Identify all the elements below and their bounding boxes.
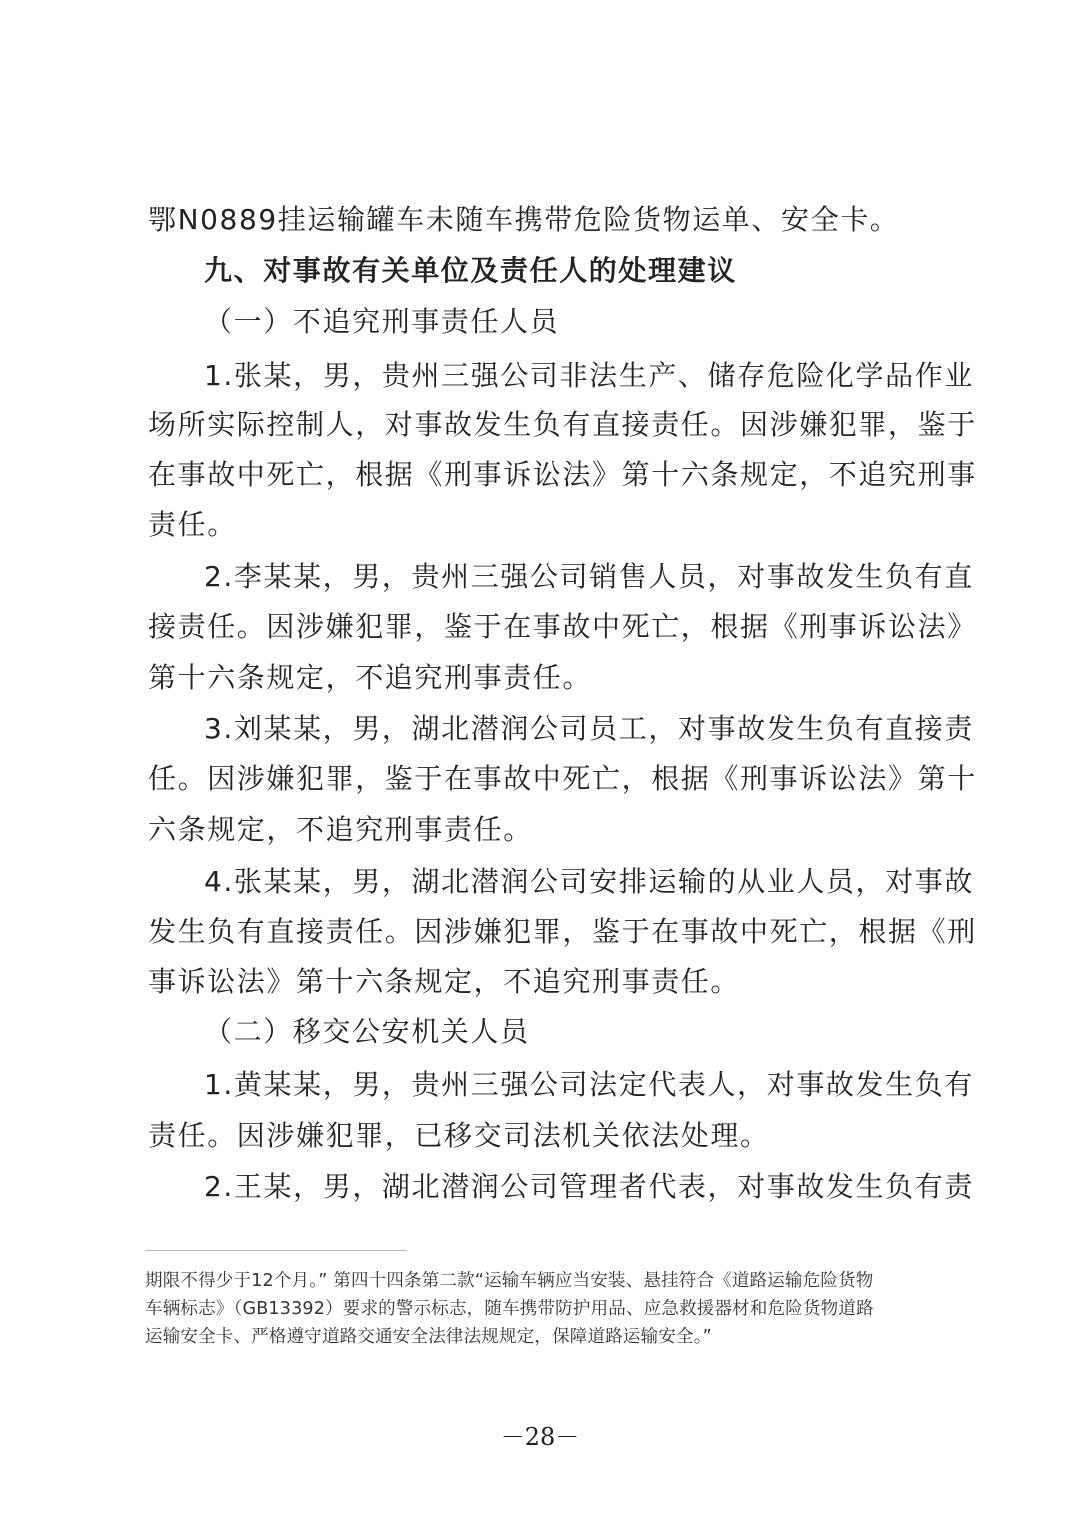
- paragraph-line: 责任。: [148, 508, 237, 541]
- footnote-line: 运输安全卡、严格遵守道路交通安全法律法规规定，保障道路运输安全。”: [145, 1327, 712, 1347]
- paragraph-line: 4.张某某，男，湖北潜润公司安排运输的从业人员，对事故: [204, 865, 974, 898]
- paragraph-line: 第十六条规定，不追究刑事责任。: [148, 661, 593, 694]
- paragraph-line: 发生负有直接责任。因涉嫌犯罪，鉴于在事故中死亡，根据《刑: [148, 915, 977, 948]
- paragraph-line: 六条规定，不追究刑事责任。: [148, 813, 533, 846]
- page-number: －28－: [500, 1423, 580, 1451]
- paragraph-line: 3.刘某某，男，湖北潜润公司员工，对事故发生负有直接责: [204, 712, 974, 745]
- paragraph-line: 事诉讼法》第十六条规定，不追究刑事责任。: [148, 965, 741, 998]
- paragraph-line: 场所实际控制人，对事故发生负有直接责任。因涉嫌犯罪，鉴于: [148, 408, 977, 441]
- paragraph-line: 接责任。因涉嫌犯罪，鉴于在事故中死亡，根据《刑事诉讼法》: [148, 610, 977, 643]
- paragraph-line: 在事故中死亡，根据《刑事诉讼法》第十六条规定，不追究刑事: [148, 458, 977, 491]
- paragraph-line: 1.张某，男，贵州三强公司非法生产、储存危险化学品作业: [204, 359, 974, 392]
- footnote-line: 期限不得少于12个月。” 第四十四条第二款“运输车辆应当安装、悬挂符合《道路运输危险货物: [145, 1271, 874, 1291]
- continuation-line: 鄂N0889挂运输罐车未随车携带危险货物运单、安全卡。: [148, 203, 900, 236]
- footnote-line: 车辆标志》（GB13392）要求的警示标志，随车携带防护用品、应急救援器材和危险货物道路: [145, 1299, 874, 1319]
- paragraph-line: 责任。因涉嫌犯罪，已移交司法机关依法处理。: [148, 1119, 770, 1152]
- paragraph-line: 1.黄某某，男，贵州三强公司法定代表人，对事故发生负有: [204, 1068, 974, 1101]
- subsection-heading: （一）不追究刑事责任人员: [204, 305, 560, 338]
- footnote-divider: [145, 1250, 407, 1251]
- section-heading: 九、对事故有关单位及责任人的处理建议: [204, 254, 737, 287]
- subsection-heading: （二）移交公安机关人员: [204, 1015, 530, 1048]
- paragraph-line: 任。因涉嫌犯罪，鉴于在事故中死亡，根据《刑事诉讼法》第十: [148, 762, 977, 795]
- paragraph-line: 2.王某，男，湖北潜润公司管理者代表，对事故发生负有责: [204, 1170, 974, 1203]
- paragraph-line: 2.李某某，男，贵州三强公司销售人员，对事故发生负有直: [204, 560, 974, 593]
